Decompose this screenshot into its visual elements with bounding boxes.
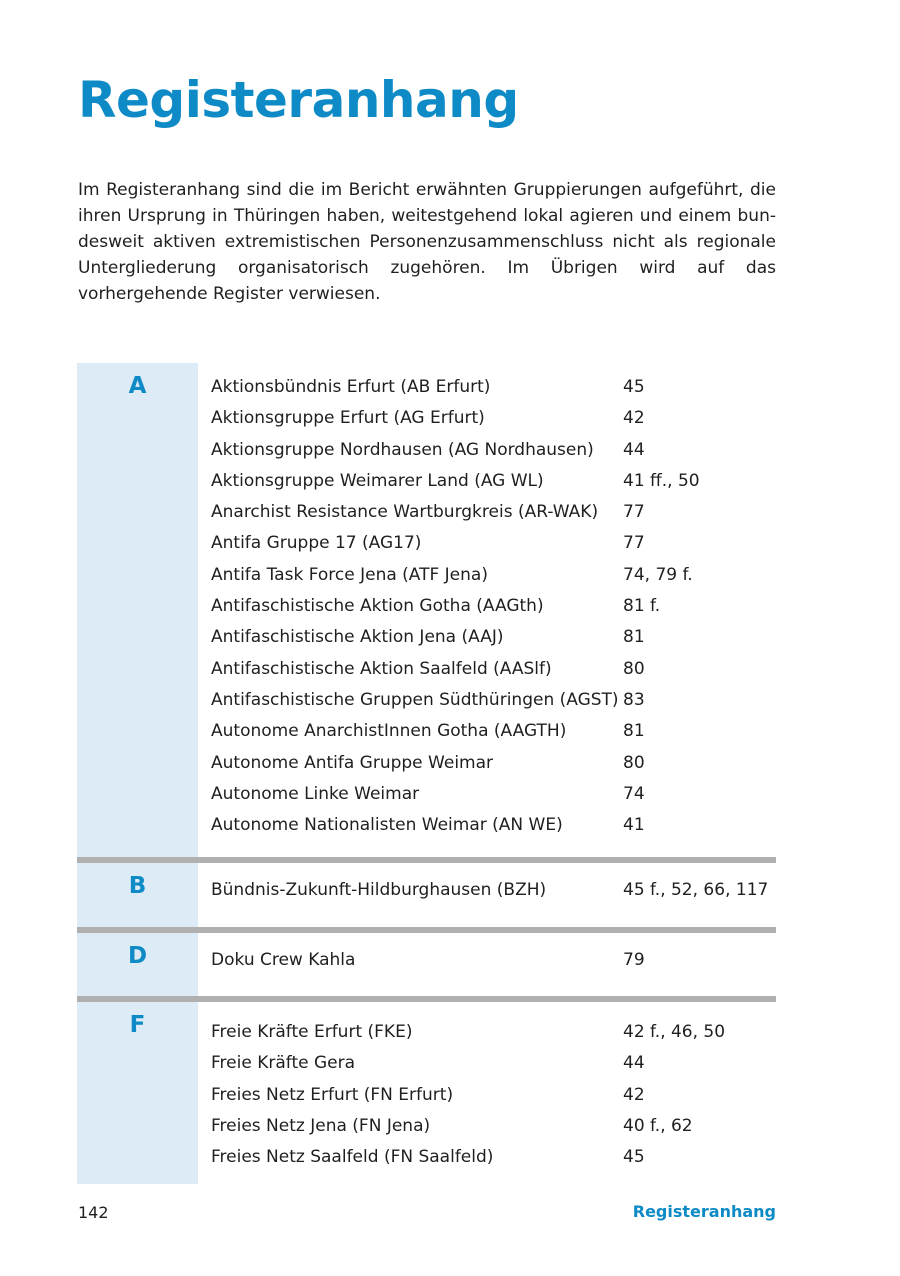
entry-name: Anarchist Resistance Wartburgkreis (AR-WAK) bbox=[211, 502, 599, 523]
entry-pages: 74 bbox=[623, 783, 645, 804]
register-entry bbox=[211, 1080, 776, 1111]
register-entry bbox=[211, 591, 776, 622]
entry-pages: 45 f., 52, 66, 117 bbox=[623, 880, 769, 901]
entry-pages: 77 bbox=[623, 502, 645, 523]
entry-name: Autonome Nationalisten Weimar (AN WE) bbox=[211, 815, 563, 836]
register-entry bbox=[211, 403, 776, 434]
entry-pages: 83 bbox=[623, 689, 645, 710]
letter-column bbox=[77, 863, 198, 926]
register-entry bbox=[211, 1017, 776, 1048]
entry-name: Autonome Linke Weimar bbox=[211, 783, 420, 804]
register-entry bbox=[211, 1111, 776, 1142]
register-entry bbox=[211, 622, 776, 653]
register-entry bbox=[211, 779, 776, 810]
entry-pages: 42 f., 46, 50 bbox=[623, 1022, 726, 1043]
register-entry bbox=[211, 685, 776, 716]
entry-name: Antifa Task Force Jena (ATF Jena) bbox=[211, 564, 488, 585]
entry-pages: 80 bbox=[623, 752, 645, 773]
entry-name: Antifaschistische Gruppen Südthüringen (AGST) bbox=[211, 689, 619, 710]
section-letter: A bbox=[128, 373, 147, 399]
entry-pages: 44 bbox=[623, 1053, 645, 1074]
entry-name: Freie Kräfte Gera bbox=[211, 1053, 356, 1074]
entry-name: Doku Crew Kahla bbox=[211, 949, 356, 970]
entry-pages: 79 bbox=[623, 949, 645, 970]
register-entry bbox=[211, 497, 776, 528]
entry-pages: 77 bbox=[623, 533, 645, 554]
entry-pages: 81 f. bbox=[623, 596, 661, 617]
entry-name: Antifa Gruppe 17 (AG17) bbox=[211, 533, 422, 554]
intro-paragraph: Im Registeranhang sind die im Bericht erwähnten Gruppierungen aufgeführt, die ihren Ursprung in Thüringen haben, weitestgehend lokal agieren und einem bundesweit aktiven extremistischen Personenzusammenschluss nicht als regionale Untergliederung organisatorisch zugehören. Im Übrigen wird auf das vorhergehende Register verwiesen. bbox=[78, 180, 776, 304]
register-section-b bbox=[77, 863, 776, 926]
entry-pages: 41 bbox=[623, 815, 645, 836]
register-entry bbox=[211, 1048, 776, 1079]
entry-pages: 80 bbox=[623, 658, 645, 679]
entry-name: Aktionsgruppe Erfurt (AG Erfurt) bbox=[211, 408, 485, 429]
entry-list bbox=[198, 363, 776, 857]
register-entry bbox=[211, 528, 776, 559]
page-number: 142 bbox=[78, 1203, 109, 1222]
entry-pages: 45 bbox=[623, 377, 645, 397]
entry-pages: 74, 79 f. bbox=[623, 564, 693, 585]
entry-pages: 81 bbox=[623, 627, 645, 648]
entry-list bbox=[198, 933, 776, 996]
section-letter: D bbox=[127, 942, 148, 969]
entry-pages: 41 ff., 50 bbox=[623, 470, 700, 491]
entry-name: Aktionsbündnis Erfurt (AB Erfurt) bbox=[211, 377, 491, 397]
register-entry bbox=[211, 435, 776, 466]
register-entry bbox=[211, 945, 776, 976]
entry-list bbox=[198, 863, 776, 926]
register-section-a bbox=[77, 363, 776, 857]
entry-name: Freies Netz Saalfeld (FN Saalfeld) bbox=[211, 1147, 494, 1168]
letter-column bbox=[77, 933, 198, 996]
register-entry bbox=[211, 748, 776, 779]
register-entry bbox=[211, 810, 776, 841]
entry-pages: 42 bbox=[623, 1084, 645, 1105]
register-entry bbox=[211, 875, 776, 906]
page-title: Registeranhang bbox=[78, 71, 519, 129]
register-entry bbox=[211, 372, 776, 403]
entry-pages: 45 bbox=[623, 1147, 645, 1168]
section-letter: B bbox=[128, 873, 147, 900]
entry-pages: 42 bbox=[623, 408, 645, 429]
register-entry bbox=[211, 716, 776, 747]
entry-name: Autonome AnarchistInnen Gotha (AAGTH) bbox=[211, 721, 567, 742]
entry-pages: 40 f., 62 bbox=[623, 1115, 693, 1136]
entry-name: Aktionsgruppe Weimarer Land (AG WL) bbox=[211, 470, 544, 491]
section-letter: F bbox=[129, 1012, 146, 1039]
register-entry bbox=[211, 466, 776, 497]
register-entry bbox=[211, 654, 776, 685]
register-section-d bbox=[77, 933, 776, 996]
entry-name: Bündnis-Zukunft-Hildburghausen (BZH) bbox=[211, 880, 547, 901]
register-table bbox=[77, 363, 776, 1184]
entry-name: Freies Netz Erfurt (FN Erfurt) bbox=[211, 1084, 454, 1105]
running-title: Registeranhang bbox=[632, 1202, 776, 1221]
entry-name: Autonome Antifa Gruppe Weimar bbox=[211, 752, 494, 773]
entry-name: Antifaschistische Aktion Saalfeld (AASlf) bbox=[211, 658, 552, 679]
register-section-f bbox=[77, 1002, 776, 1183]
entry-name: Freie Kräfte Erfurt (FKE) bbox=[211, 1022, 413, 1043]
letter-column bbox=[77, 1002, 198, 1183]
letter-column bbox=[77, 363, 198, 857]
entry-name: Antifaschistische Aktion Gotha (AAGth) bbox=[211, 596, 544, 617]
entry-name: Aktionsgruppe Nordhausen (AG Nordhausen) bbox=[211, 439, 594, 460]
entry-name: Freies Netz Jena (FN Jena) bbox=[211, 1115, 431, 1136]
register-entry bbox=[211, 560, 776, 591]
entry-list bbox=[198, 1002, 776, 1183]
register-entry bbox=[211, 1142, 776, 1173]
entry-pages: 44 bbox=[623, 439, 645, 460]
entry-pages: 81 bbox=[623, 721, 645, 742]
entry-name: Antifaschistische Aktion Jena (AAJ) bbox=[211, 627, 504, 648]
